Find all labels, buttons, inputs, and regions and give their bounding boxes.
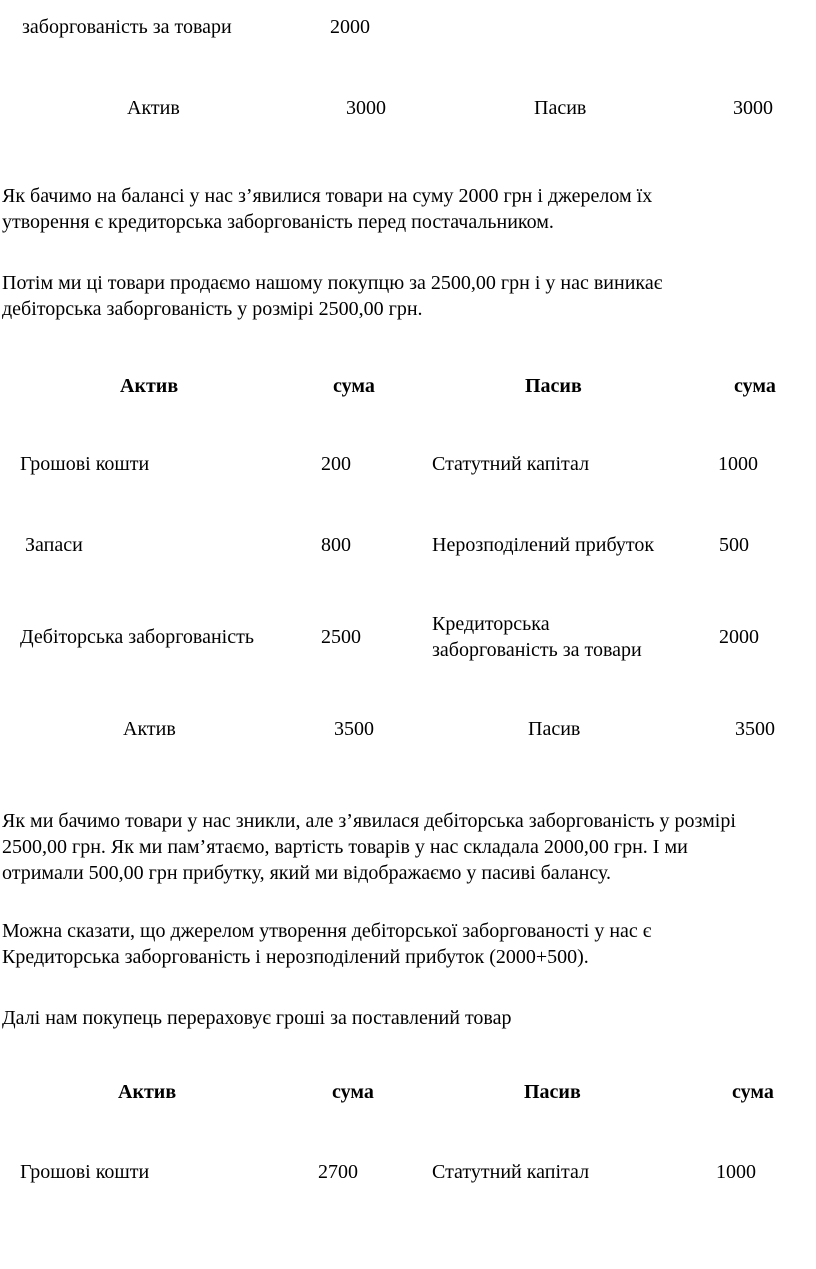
table-2-row-1-asset-sum: 2700 [318, 1161, 358, 1183]
table-1-row-3-liability-sum: 2000 [719, 626, 759, 648]
table-1-row-3-liability-line-1: Кредиторська [432, 613, 550, 635]
table-1-row-2-liability: Нерозподілений прибуток [432, 534, 655, 556]
paragraph-2-line-2: дебіторська заборгованість у розмірі 2500,00 грн. [2, 298, 423, 320]
table-1-row-1-liability: Статутний капітал [432, 453, 590, 475]
table-2-header-liability: Пасив [524, 1081, 581, 1103]
table-1-row-2-asset: Запаси [25, 534, 83, 556]
paragraph-3-line-2: 2500,00 грн. Як ми пам’ятаємо, вартість товарів у нас складала 2000,00 грн. І ми [2, 836, 688, 858]
table-1-row-3-liability-line-2: заборгованість за товари [432, 639, 642, 661]
table-1-header-liability: Пасив [525, 375, 582, 397]
paragraph-5 [2, 1005, 814, 1031]
table-2-header-asset: Актив [118, 1081, 177, 1103]
paragraph-3-line-3: отримали 500,00 грн прибутку, який ми відображаємо у пасиві балансу. [2, 862, 611, 884]
table-1-total-asset-label: Актив [123, 718, 176, 740]
paragraph-4-line-1: Можна сказати, що джерелом утворення дебіторської заборгованості у нас є [2, 920, 652, 942]
table-1-row-2-asset-sum: 800 [321, 534, 351, 556]
paragraph-3 [2, 808, 814, 886]
total-liability-label: Пасив [534, 97, 587, 119]
paragraph-1 [2, 183, 814, 235]
table-2-row-1-liability: Статутний капітал [432, 1161, 590, 1183]
paragraph-5-line-1: Далі нам покупець перераховує гроші за поставлений товар [2, 1007, 512, 1029]
top-row-value: 2000 [330, 16, 370, 38]
table-1-row-3-asset: Дебіторська заборгованість [20, 626, 254, 648]
table-1-row-3-asset-sum: 2500 [321, 626, 361, 648]
paragraph-4-line-2: Кредиторська заборгованість і нерозподілений прибуток (2000+500). [2, 946, 589, 968]
table-1-header-asset-sum: сума [333, 375, 375, 397]
table-1-row-1-asset: Грошові кошти [20, 453, 150, 475]
top-row-label: заборгованість за товари [22, 16, 232, 38]
table-1-total-asset-value: 3500 [334, 718, 374, 740]
paragraph-1-line-1: Як бачимо на балансі у нас з’явилися товари на суму 2000 грн і джерелом їх [2, 185, 653, 207]
table-1-header-liability-sum: сума [734, 375, 776, 397]
table-1-total-liability-value: 3500 [735, 718, 775, 740]
table-1-row-1-liability-sum: 1000 [718, 453, 758, 475]
total-asset-value: 3000 [346, 97, 386, 119]
table-1-header-asset: Актив [120, 375, 179, 397]
total-asset-label: Актив [127, 97, 180, 119]
table-1-row-3-liability [432, 611, 642, 663]
table-2-header-asset-sum: сума [332, 1081, 374, 1103]
table-1-row-1-asset-sum: 200 [321, 453, 351, 475]
table-2-header-liability-sum: сума [732, 1081, 774, 1103]
table-1-total-liability-label: Пасив [528, 718, 581, 740]
table-1-row-2-liability-sum: 500 [719, 534, 749, 556]
paragraph-1-line-2: утворення є кредиторська заборгованість перед постачальником. [2, 211, 554, 233]
paragraph-3-line-1: Як ми бачимо товари у нас зникли, але з’явилася дебіторська заборгованість у розмірі [2, 810, 736, 832]
paragraph-2 [2, 270, 814, 322]
total-liability-value: 3000 [733, 97, 773, 119]
table-2-row-1-asset: Грошові кошти [20, 1161, 150, 1183]
table-2-row-1-liability-sum: 1000 [716, 1161, 756, 1183]
paragraph-2-line-1: Потім ми ці товари продаємо нашому покупцю за 2500,00 грн і у нас виникає [2, 272, 663, 294]
paragraph-4 [2, 918, 814, 970]
